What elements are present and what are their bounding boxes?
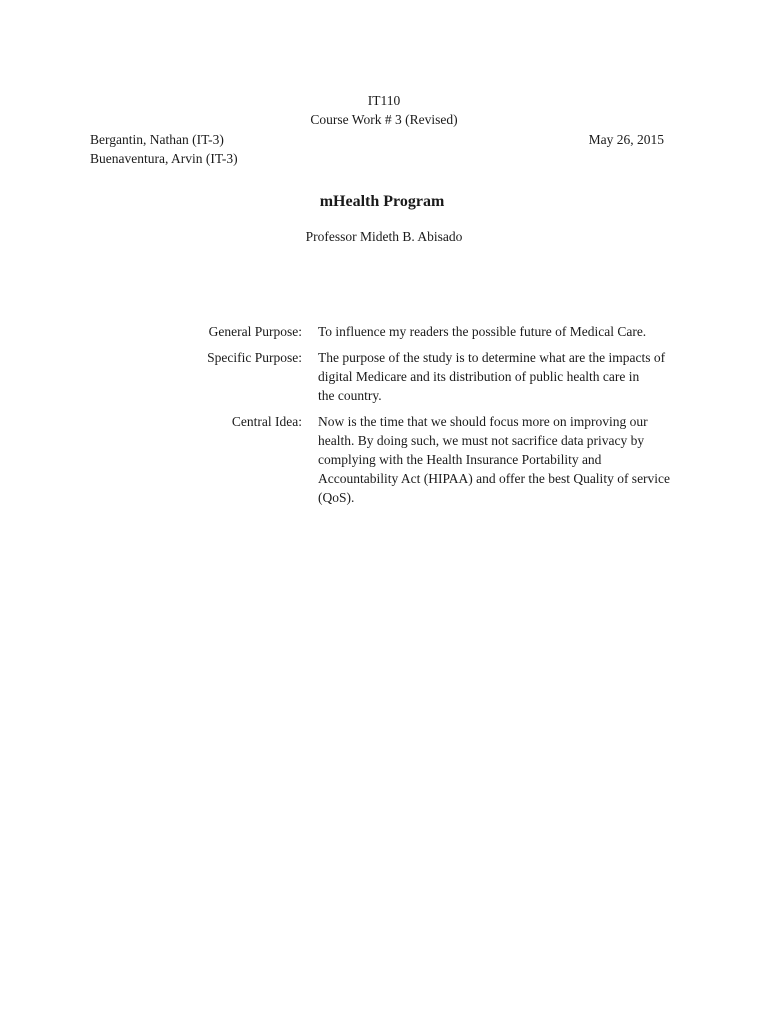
professor-name: Professor Mideth B. Abisado — [305, 229, 463, 244]
text-line: Now is the time that we should focus more on improving our — [318, 414, 648, 429]
text-line: the country. — [318, 388, 382, 403]
author-2: Buenaventura, Arvin (IT-3) — [90, 151, 238, 166]
central-idea-text — [318, 412, 684, 507]
coursework-label: Course Work # 3 (Revised) — [310, 112, 458, 127]
text-line: Accountability Act (HIPAA) and offer the best Quality of service — [318, 471, 671, 486]
text-line: digital Medicare and its distribution of public health care in — [318, 369, 640, 384]
specific-purpose-row — [180, 348, 686, 405]
text-line: (QoS). — [318, 490, 355, 505]
author-1: Bergantin, Nathan (IT-3) — [90, 132, 224, 147]
document-date: May 26, 2015 — [588, 132, 664, 147]
text-line: To influence my readers the possible future of Medical Care. — [318, 324, 647, 339]
specific-purpose-label: Specific Purpose: — [207, 350, 302, 365]
general-purpose-text — [318, 322, 684, 341]
purpose-section — [180, 322, 686, 514]
general-purpose-label: General Purpose: — [208, 324, 302, 339]
specific-purpose-text — [318, 348, 684, 405]
central-idea-label: Central Idea: — [231, 414, 302, 429]
central-idea-row — [180, 412, 686, 507]
text-line: health. By doing such, we must not sacrifice data privacy by — [318, 433, 645, 448]
general-purpose-row — [180, 322, 686, 341]
text-line: complying with the Health Insurance Portability and — [318, 452, 602, 467]
document-title: mHealth Program — [319, 193, 445, 210]
course-code: IT110 — [367, 93, 401, 108]
text-line: The purpose of the study is to determine what are the impacts of — [318, 350, 666, 365]
